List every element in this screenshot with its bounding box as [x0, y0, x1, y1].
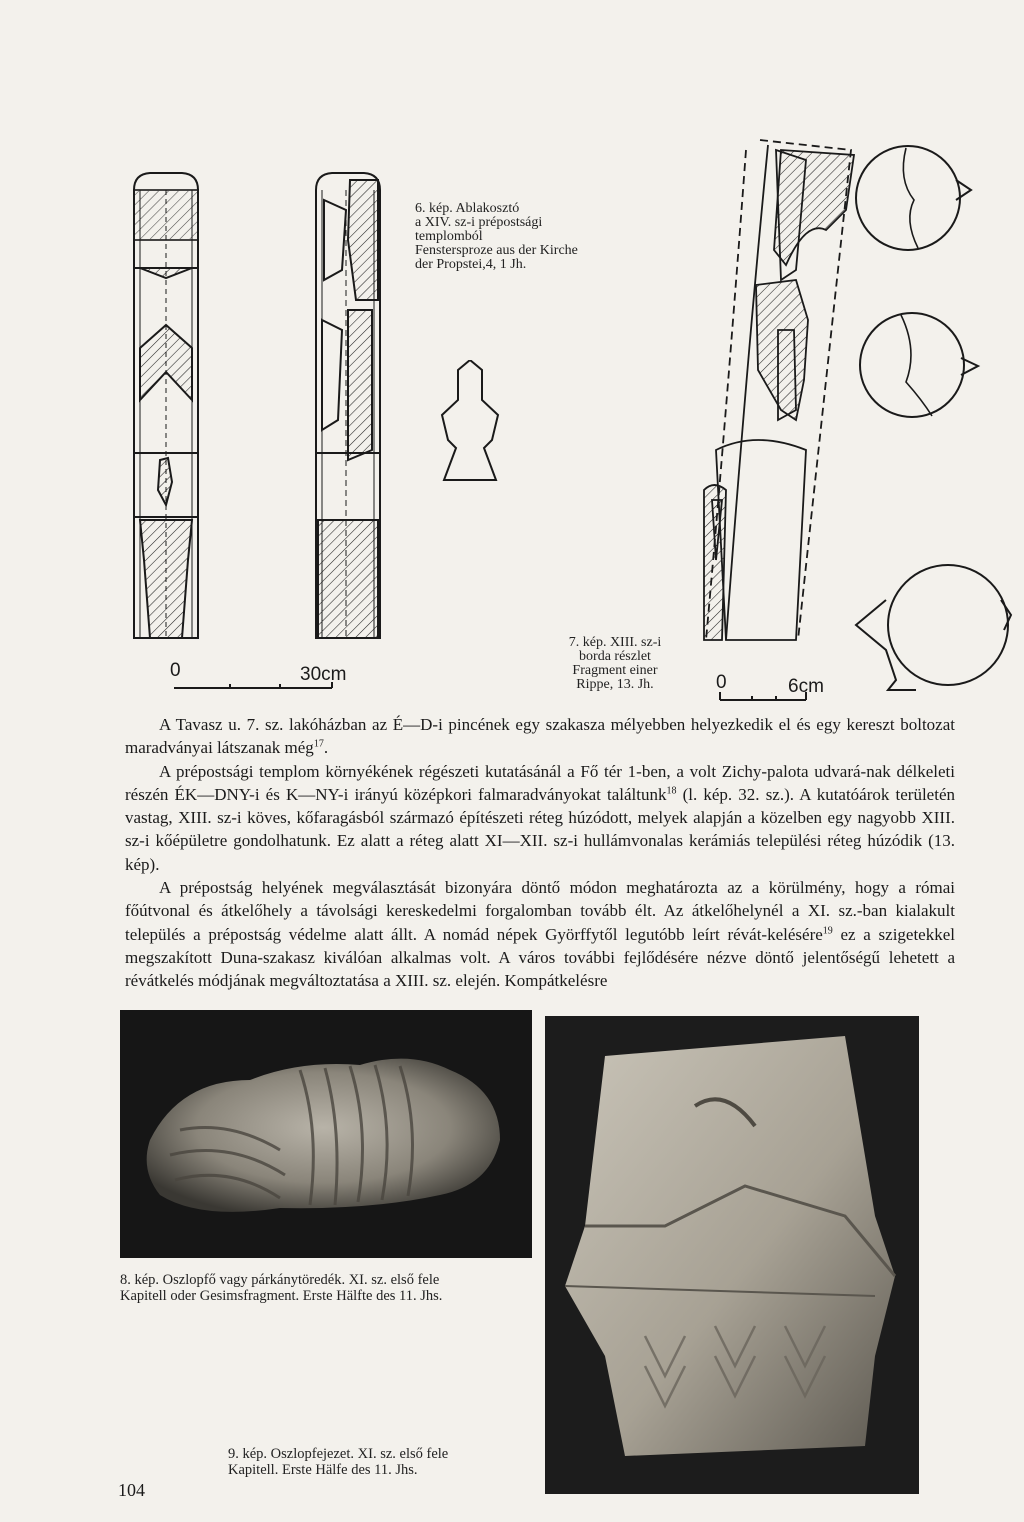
- body-text: [125, 713, 955, 993]
- paragraph-text: .: [323, 738, 329, 758]
- paragraph-text: A Tavasz u. 7. sz. lakóházban az É—D-i pincének egy szakasza mélyebben helyezkedik el és egy kereszt boltozat maradványai látszanak még: [125, 715, 955, 758]
- figure-7-caption-line: Fragment einer: [572, 663, 658, 678]
- figure-8-caption-line: Kapitell oder Gesimsfragment. Erste Hälfte des 11. Jhs.: [120, 1288, 443, 1304]
- figure-6-caption-line: der Propstei,4, 1 Jh.: [415, 257, 527, 272]
- figure-7-caption-line: Rippe, 13. Jh.: [576, 677, 654, 692]
- paragraph-text: A prépostság helyének megválasztását bizonyára döntő módon meghatározta az a körülmény, hogy a római főútvonal és átkelőhely a távolsági kereskedelmi forgalomban tovább élt. Az átkelőhelynél a XI. sz.-ban kialakult település a prépostság védelme alatt állt. A nomád népek Györffytől legutóbb leírt révát-kelésére: [125, 878, 955, 944]
- figure-8-caption: [120, 1272, 530, 1304]
- paragraph-text: A prépostsági templom környékének régészeti kutatásánál a Fő tér 1-ben, a volt Zichy-palota udvará-nak délkeleti részén ÉK—DNY-i és K—NY-i irányú középkori falmaradványokat találtunk: [125, 761, 955, 804]
- figure-7-scale-end: 6cm: [788, 676, 824, 697]
- figure-6-caption: [415, 202, 625, 272]
- figure-7-caption-line: 7. kép. XIII. sz-i: [568, 635, 662, 650]
- figure-6-profile-section: [420, 360, 520, 495]
- footnote-ref: 18: [666, 785, 677, 797]
- footnote-ref: 17: [313, 738, 324, 750]
- figure-6-caption-line: templomból: [415, 229, 483, 244]
- figure-6-caption-line: Fenstersproze aus der Kirche: [415, 243, 578, 258]
- figure-8-caption-line: 8. kép. Oszlopfő vagy párkánytöredék. XI. sz. első fele: [120, 1272, 440, 1288]
- page-number: 104: [118, 1480, 145, 1500]
- paragraph-text: (l. kép. 32. sz.). A kutatóárok területén vastag, XIII. sz-i köves, kőfaragásból származó építészeti réteg húzódott, melyek alapján a közelben egy nagyobb XIII. sz-i kőépületre gondolhatunk. Ez alatt a réteg alatt XI—XII. sz-i hullámvonalas kerámiás települési réteg húzódik (13. kép).: [125, 784, 955, 874]
- figure-6-scale-bar: [170, 678, 340, 694]
- figure-9-caption-line: 9. kép. Oszlopfejezet. XI. sz. első fele: [228, 1446, 449, 1462]
- paragraph: [125, 713, 955, 760]
- figure-7-scale-bar: [716, 690, 816, 704]
- footnote-ref: 19: [822, 925, 833, 937]
- figure-7-drawing: [686, 120, 1016, 700]
- figure-7-caption-line: borda részlet: [579, 649, 651, 664]
- figure-9-caption-line: Kapitell. Erste Hälfe des 11. Jhs.: [228, 1462, 418, 1478]
- figure-7-scale-start: 0: [716, 672, 727, 693]
- figure-6-caption-line: a XIV. sz-i prépostsági: [415, 215, 543, 230]
- figure-6-drawing: [110, 160, 410, 705]
- paragraph-text: ez a szigetekkel megszakított Duna-szakasz kiválóan alkalmas volt. A város további fejlődésére nézve döntő jelentőségű lehetett a révátkelés módjának megváltoztatása a XIII. sz. elején. Kompátkelésre: [125, 924, 955, 991]
- paragraph: [125, 876, 955, 992]
- figure-8-photo: [120, 1010, 532, 1258]
- figure-6-scale-start: 0: [170, 660, 181, 681]
- figure-9-photo: [545, 1016, 919, 1494]
- figure-6-scale-end: 30cm: [300, 664, 347, 685]
- paragraph: [125, 760, 955, 876]
- figure-6-caption-line: 6. kép. Ablakosztó: [415, 201, 520, 216]
- figure-9-caption: [228, 1446, 528, 1478]
- figure-7-caption: [540, 636, 690, 692]
